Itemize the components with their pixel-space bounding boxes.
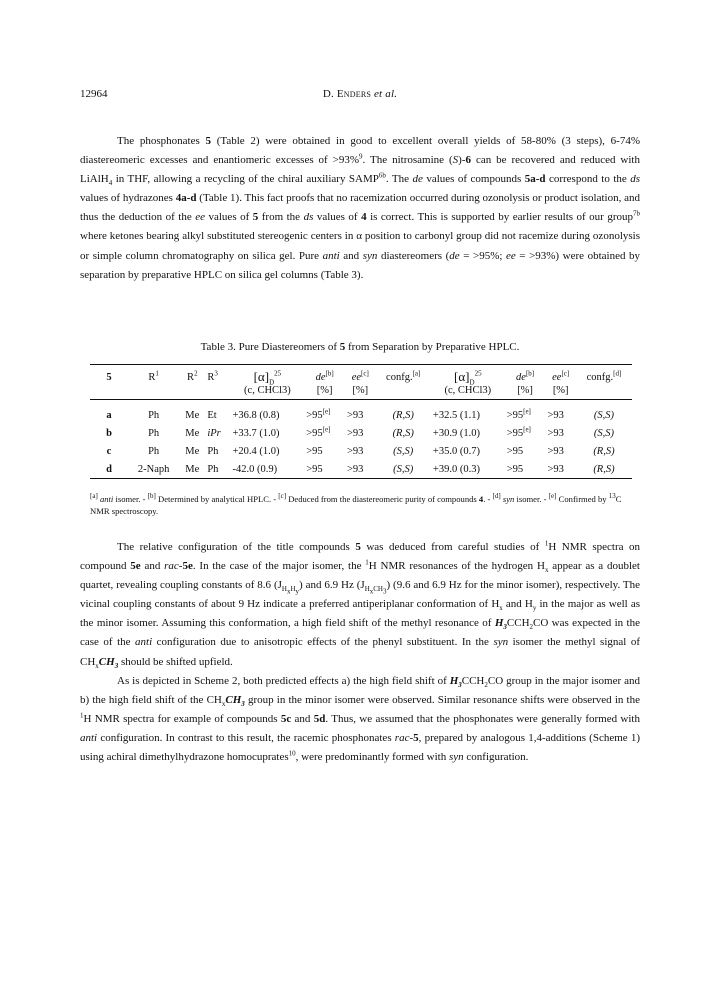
- page-number: 12964: [80, 88, 108, 100]
- table-caption: Table 3. Pure Diastereomers of 5 from Separation by Preparative HPLC.: [200, 341, 520, 353]
- running-head: [80, 88, 640, 100]
- table-footnotes: [a] anti isomer. - [b] Determined by analytical HPLC. - [c] Deduced from the diastereomeric purity of compounds 4. - [d] syn isomer. - [e] Confirmed by $^{13}$C NMR spectroscopy.: [90, 492, 622, 516]
- table-row: d 2-Naph Me Ph -42.0 (0.9) >95 >93 (S,S) +39.0 (0.3) >95 >93 (R,S): [90, 460, 632, 479]
- table-header-row: 5 $R^1$ $R^2$ $R^3$ $[\alpha]_D^{25}$ de[b] ee[c] confg.[a] $[\alpha]_D^{25}$ de[b] ee[c] confg.[d]: [90, 365, 632, 386]
- table-3: [90, 364, 632, 479]
- table-row: c Ph Me Ph +20.4 (1.0) >95 >93 (S,S) +35.0 (0.7) >95 >93 (R,S): [106, 445, 615, 457]
- et-al: et al.: [373, 88, 398, 100]
- table-row: b Ph Me iPr +33.7 (1.0) >95[e] >93 (R,S) +30.9 (1.0) >95[e] >93 (S,S): [106, 425, 615, 439]
- running-header: [80, 88, 640, 104]
- paragraph-phosphonates: The phosphonates 5 (Table 2) were obtained in good to excellent overall yields of 58-80% (3 steps), 6-74% diastereomeric excesses and enantiomeric excesses of >93%$^9$. The nitrosamine (S)-6 can be recovered and reduced with LiAlH$_4$ in THF, allowing a recycling of the chiral auxiliary $SAMP^{6b}$. The de values of compounds 5a-d correspond to the ds values of hydrazones 4a-d (Table 1). This fact proofs that no racemization occurred during ozonolysis or product isolation, and thus the deduction of the ee values of 5 from the ds values of 4 is correct. This is supported by earlier results of our group$^{7b}$ where ketones bearing alkyl substituted stereogenic centers in α position to carbonyl group did not racemize during ozonolysis or simple column chromatography on silica gel. Pure anti and syn diastereomers (de = >95%; ee = >93%) were obtained by separation by preparative HPLC on silica gel columns (Table 3).: [80, 135, 641, 281]
- table-row: a Ph Me Et +36.8 (0.8) >95[e] >93 (R,S) +32.5 (1.1) >95[e] >93 (S,S): [106, 407, 615, 421]
- author-name: D. Enders: [322, 88, 372, 100]
- table-subheader-row: (c, CHCl3) [%] [%] (c, CHCl3) [%] [%]: [90, 385, 632, 400]
- paragraph-relative-configuration: The relative configuration of the title compounds 5 was deduced from careful studies of $^1$H NMR spectra on compound 5e and rac-5e. In the case of the major isomer, the $^1$H NMR resonances of the hydrogen $H_x$ appear as a doublet quartet, revealing coupling constants of 8.6 $(J_{H_xH_y})$ and 6.9 Hz $(J_{H_xCH_3})$ (9.6 and 6.9 Hz for the minor isomer), respectively. The vicinal coupling constants of about 9 Hz indicate a preferred antiperiplanar conformation of $H_x$ and $H_y$ in the major as well as the minor isomer. Assuming this conformation, a high field shift of the methyl resonance of $H_3CCH_2CO$ was expected in the case of the anti configuration due to anisotropic effects of the phenyl substituent. In the syn isomer the methyl signal of $CH_xCH_3$ should be shifted upfield. As is depicted in Scheme 2, both predicted effects a) the high field shift of $H_3CCH_2CO$ group in the major isomer and b) the high field shift of the $CH_xCH_3$ group in the minor isomer were observed. Similar resonance shifts were observed in the $^1$H NMR spectra for example of compounds 5c and 5d. Thus, we assumed that the phosphonates were generally formed with anti configuration. In contrast to this result, the racemic phosphonates rac-5, prepared by analogous 1,4-additions (Scheme 1) using achiral dimethylhydrazone homocuprates$^{10}$, were predominantly formed with syn configuration.: [80, 539, 641, 764]
